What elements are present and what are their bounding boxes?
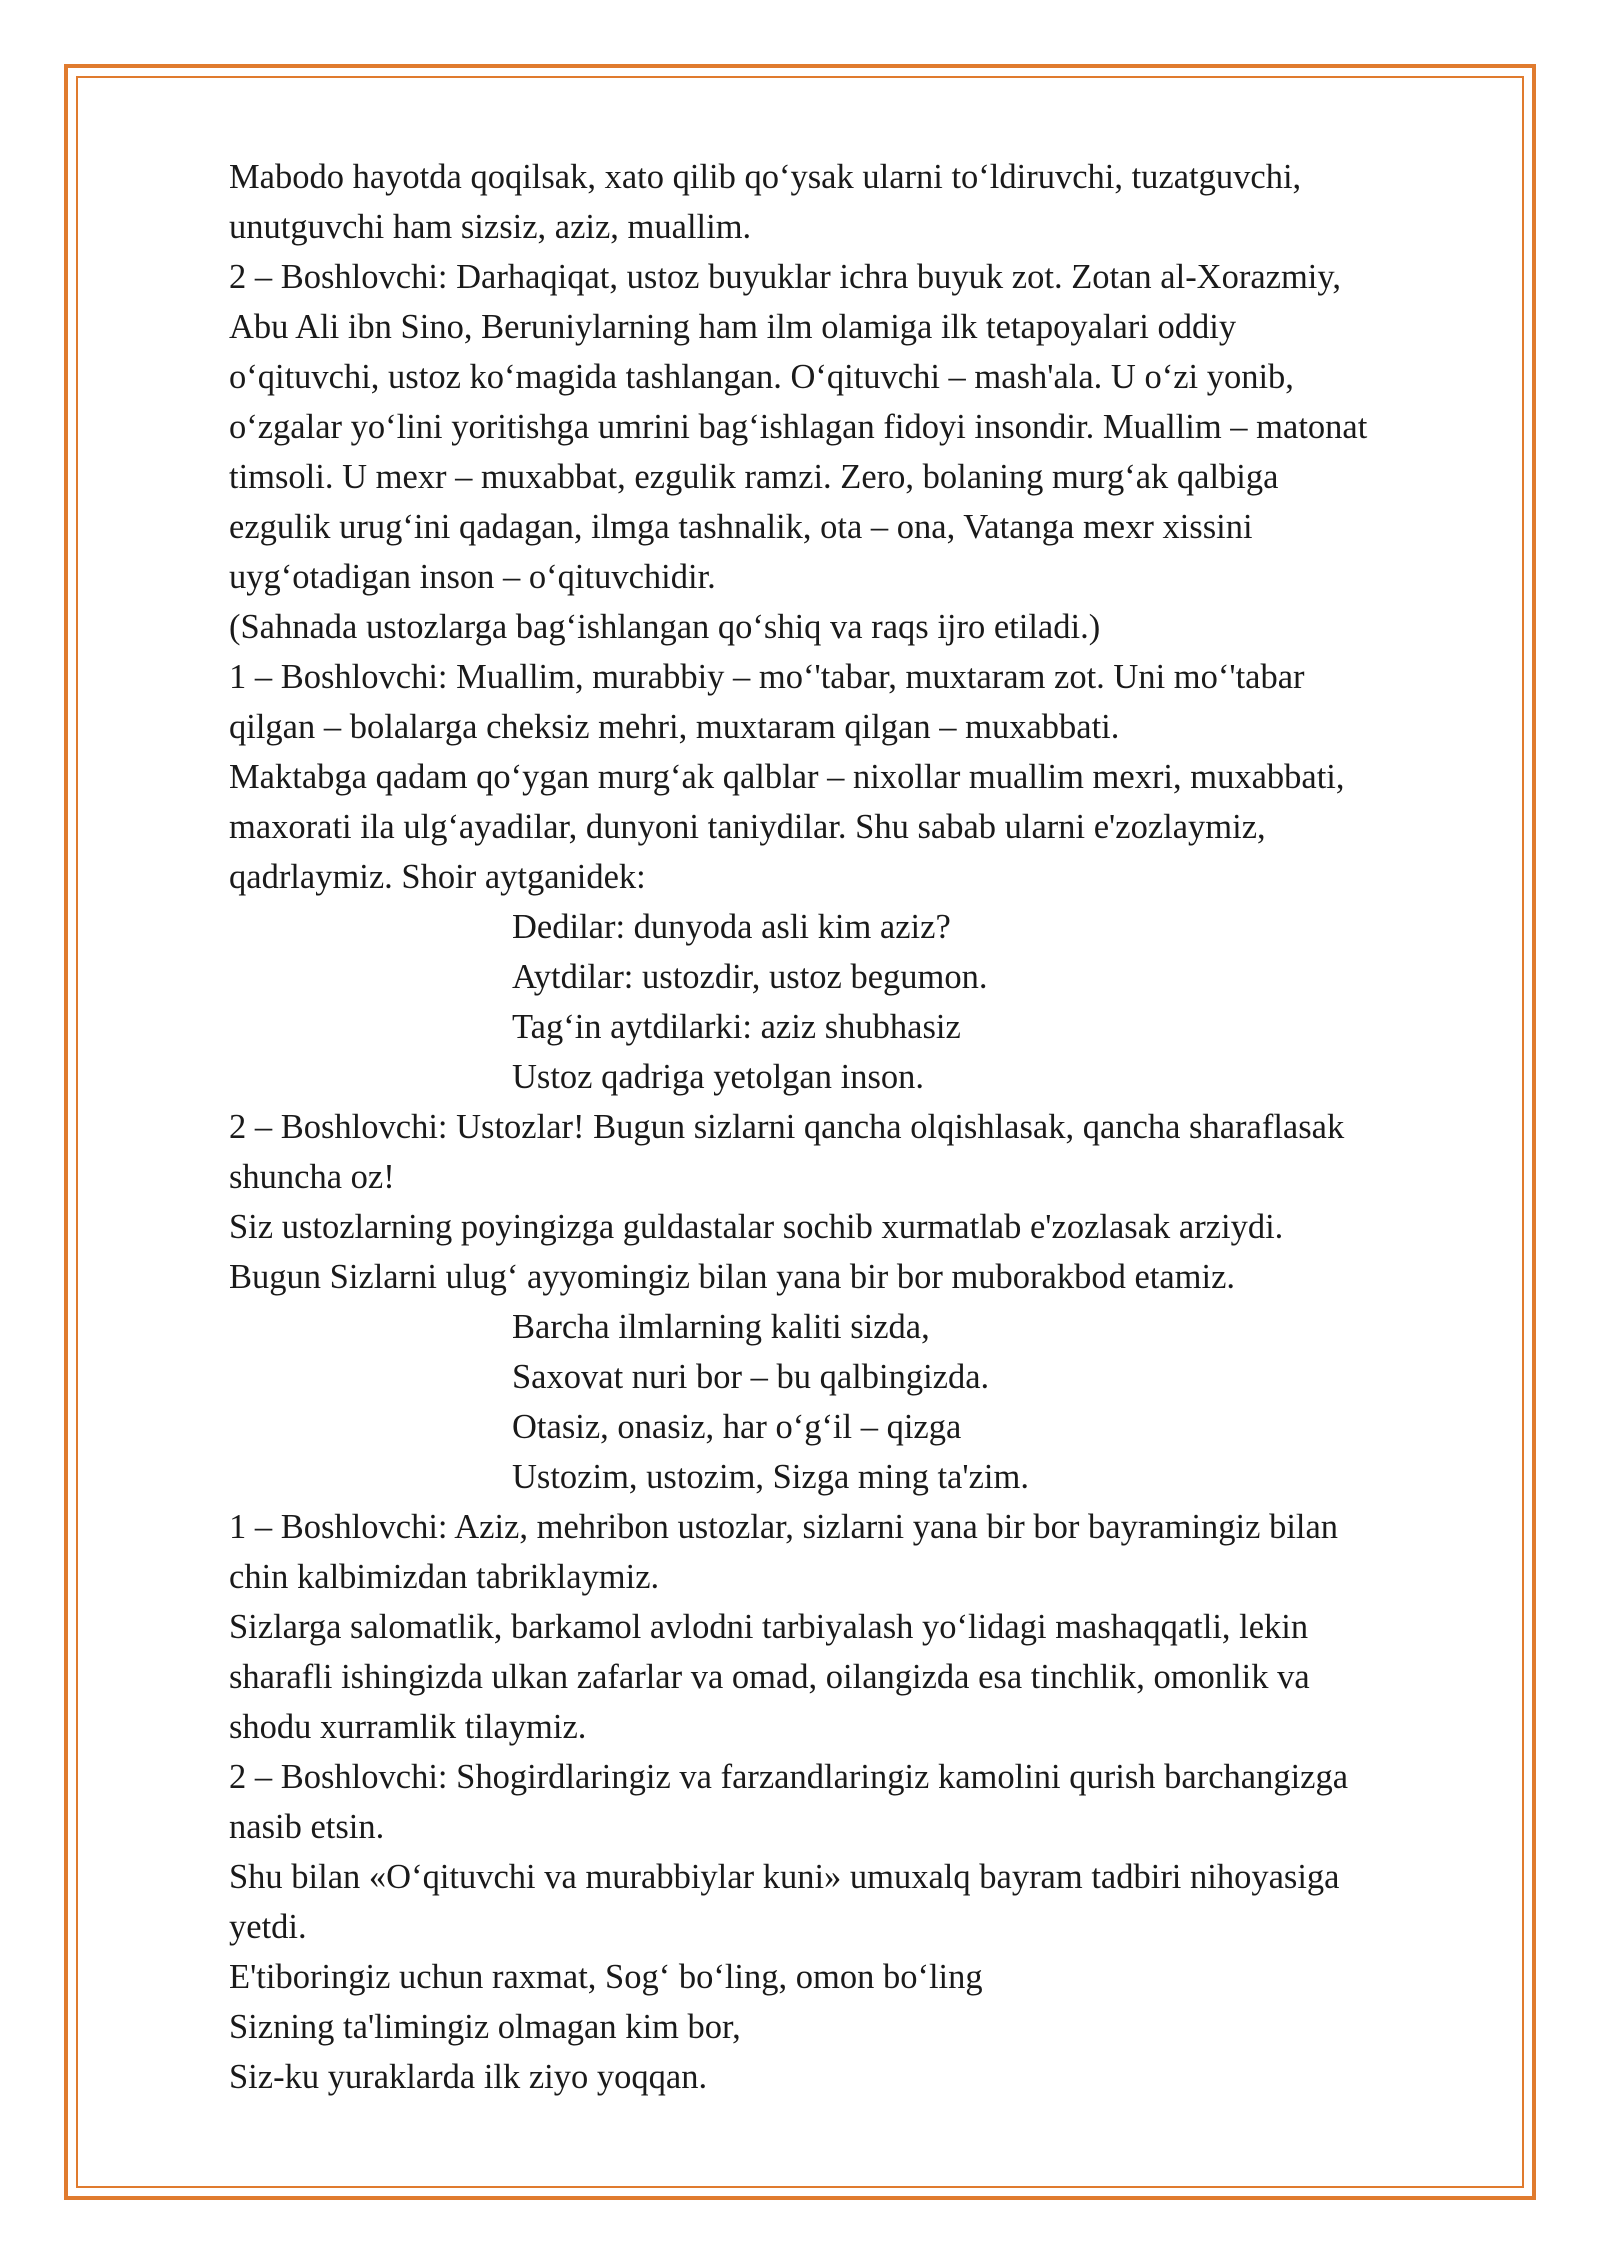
verse-line: Saxovat nuri bor – bu qalbingizda.: [512, 1358, 990, 1396]
text-line: Mabodo hayotda qoqilsak, xato qilib qo‘ysak ularni to‘ldiruvchi, tuzatguvchi,: [229, 158, 1302, 196]
text-line: 2 – Boshlovchi: Shogirdlaringiz va farzandlaringiz kamolini qurish barchangizga: [229, 1758, 1349, 1796]
text-line: Siz ustozlarning poyingizga guldastalar sochib xurmatlab e'zozlasak arziydi.: [229, 1208, 1284, 1246]
verse-line: Otasiz, onasiz, har o‘g‘il – qizga: [512, 1408, 962, 1446]
text-line: (Sahnada ustozlarga bag‘ishlangan qo‘shiq va raqs ijro etiladi.): [229, 608, 1101, 646]
verse-line: Tag‘in aytdilarki: aziz shubhasiz: [512, 1008, 961, 1046]
verse-line: Aytdilar: ustozdir, ustoz begumon.: [512, 958, 988, 996]
text-line: o‘qituvchi, ustoz ko‘magida tashlangan. O‘qituvchi – mash'ala. U o‘zi yonib,: [229, 358, 1294, 396]
text-line: Maktabga qadam qo‘ygan murg‘ak qalblar – nixollar muallim mexri, muxabbati,: [229, 758, 1345, 796]
text-line: shodu xurramlik tilaymiz.: [229, 1708, 587, 1746]
text-line: 1 – Boshlovchi: Aziz, mehribon ustozlar, sizlarni yana bir bor bayramingiz bilan: [229, 1508, 1339, 1546]
text-line: maxorati ila ulg‘ayadilar, dunyoni taniydilar. Shu sabab ularni e'zozlaymiz,: [229, 808, 1266, 846]
text-line: Shu bilan «O‘qituvchi va murabbiylar kuni» umuxalq bayram tadbiri nihoyasiga: [229, 1858, 1340, 1896]
text-line: E'tiboringiz uchun raxmat, Sog‘ bo‘ling, omon bo‘ling: [229, 1958, 983, 1996]
verse-line: Dedilar: dunyoda asli kim aziz?: [512, 908, 951, 946]
verse-line: Barcha ilmlarning kaliti sizda,: [512, 1308, 930, 1346]
text-line: 2 – Boshlovchi: Ustozlar! Bugun sizlarni qancha olqishlasak, qancha sharaflasak: [229, 1108, 1345, 1146]
text-line: Bugun Sizlarni ulug‘ ayyomingiz bilan yana bir bor muborakbod etamiz.: [229, 1258, 1236, 1296]
text-line: shuncha oz!: [229, 1158, 395, 1196]
text-line: o‘zgalar yo‘lini yoritishga umrini bag‘ishlagan fidoyi insondir. Muallim – matonat: [229, 408, 1368, 446]
text-line: 2 – Boshlovchi: Darhaqiqat, ustoz buyuklar ichra buyuk zot. Zotan al-Xorazmiy,: [229, 258, 1342, 296]
verse-line: Ustoz qadriga yetolgan inson.: [512, 1058, 924, 1096]
text-line: 1 – Boshlovchi: Muallim, murabbiy – mo‘'tabar, muxtaram zot. Uni mo‘'tabar: [229, 658, 1305, 696]
text-line: Abu Ali ibn Sino, Beruniylarning ham ilm olamiga ilk tetapoyalari oddiy: [229, 308, 1237, 346]
document-body: [229, 152, 1499, 2102]
text-line: chin kalbimizdan tabriklaymiz.: [229, 1558, 660, 1596]
text-line: yetdi.: [229, 1908, 307, 1946]
text-line: sharafli ishingizda ulkan zafarlar va omad, oilangizda esa tinchlik, omonlik va: [229, 1658, 1310, 1696]
text-line: ezgulik urug‘ini qadagan, ilmga tashnalik, ota – ona, Vatanga mexr xissini: [229, 508, 1253, 546]
text-line: qilgan – bolalarga cheksiz mehri, muxtaram qilgan – muxabbati.: [229, 708, 1120, 746]
text-line: Sizning ta'limingiz olmagan kim bor,: [229, 2008, 741, 2046]
text-line: nasib etsin.: [229, 1808, 385, 1846]
text-line: timsoli. U mexr – muxabbat, ezgulik ramzi. Zero, bolaning murg‘ak qalbiga: [229, 458, 1279, 496]
text-line: unutguvchi ham sizsiz, aziz, muallim.: [229, 208, 752, 246]
verse-line: Ustozim, ustozim, Sizga ming ta'zim.: [512, 1458, 1029, 1496]
text-line: qadrlaymiz. Shoir aytganidek:: [229, 858, 646, 896]
text-line: Sizlarga salomatlik, barkamol avlodni tarbiyalash yo‘lidagi mashaqqatli, lekin: [229, 1608, 1309, 1646]
text-line: Siz-ku yuraklarda ilk ziyo yoqqan.: [229, 2058, 708, 2096]
text-line: uyg‘otadigan inson – o‘qituvchidir.: [229, 558, 716, 596]
